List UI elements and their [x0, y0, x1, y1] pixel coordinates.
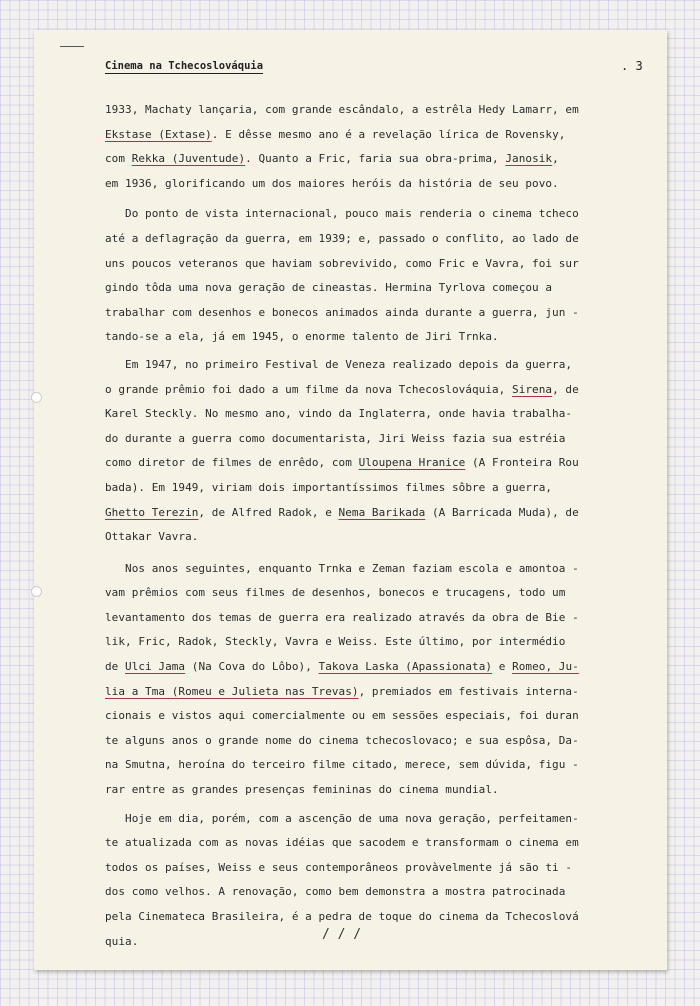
- underlined-title: Uloupena Hranice: [358, 456, 466, 470]
- text-line: [105, 353, 645, 378]
- paragraph: [105, 353, 645, 550]
- underlined-title: Nema Barikada: [338, 505, 426, 519]
- text-line: [105, 680, 645, 705]
- text-line: [105, 606, 645, 631]
- underlined-title: Rekka (Juventude): [131, 152, 246, 166]
- paragraph: [105, 807, 645, 955]
- body-text: [105, 98, 645, 954]
- text-segment: até a deflagração da guerra, em 1939; e, passado o conflito, ao lado de: [105, 231, 579, 245]
- text-segment: te atualizada com as novas idéias que sacodem e transformam o cinema em: [105, 836, 579, 850]
- text-line: [105, 655, 645, 680]
- end-mark: / / /: [322, 927, 362, 942]
- text-segment: Do ponto de vista internacional, pouco mais renderia o cinema tcheco: [105, 207, 579, 221]
- text-segment: Nos anos seguintes, enquanto Trnka e Zeman faziam escola e amontoa -: [105, 561, 579, 575]
- page-header-title: Cinema na Tchecoslováquia: [105, 60, 264, 72]
- text-line: [105, 476, 645, 501]
- text-segment: . Quanto a Fric, faria sua obra-prima,: [245, 152, 506, 166]
- paragraph: [105, 557, 645, 803]
- text-segment: (A Fronteira Rou: [465, 456, 579, 470]
- text-segment: uns poucos veteranos que haviam sobrevivido, como Fric e Vavra, foi sur: [105, 256, 579, 270]
- text-line: [105, 630, 645, 655]
- text-line: [105, 557, 645, 582]
- text-line: [105, 252, 645, 277]
- text-line: [105, 172, 645, 197]
- text-line: [105, 227, 645, 252]
- text-segment: Hoje em dia, porém, com a ascenção de uma nova geração, perfeitamen-: [105, 811, 579, 825]
- text-segment: como diretor de filmes de enrêdo, com: [105, 456, 359, 470]
- text-segment: trabalhar com desenhos e bonecos animados ainda durante a guerra, jun -: [105, 305, 579, 319]
- text-segment: do durante a guerra como documentarista, Jiri Weiss fazia sua estréia: [105, 431, 566, 445]
- text-segment: e: [492, 660, 513, 674]
- text-segment: Em 1947, no primeiro Festival de Veneza realizado depois da guerra,: [105, 357, 573, 371]
- text-line: [105, 880, 645, 905]
- text-line: [105, 276, 645, 301]
- text-line: [105, 525, 645, 550]
- text-segment: . E dêsse mesmo ano é a revelação lírica de Rovensky,: [211, 127, 566, 141]
- text-segment: dos como velhos. A renovação, como bem demonstra a mostra patrocinada: [105, 885, 566, 899]
- text-segment: levantamento dos temas de guerra era realizado através da obra de Bie -: [105, 610, 579, 624]
- text-line: [105, 325, 645, 350]
- underlined-title: Ghetto Terezin: [105, 505, 199, 519]
- text-line: [105, 451, 645, 476]
- text-segment: tando-se a ela, já em 1945, o enorme talento de Jiri Trnka.: [105, 330, 499, 344]
- text-line: [105, 98, 645, 123]
- text-segment: , premiados em festivais interna-: [358, 684, 579, 698]
- text-segment: lik, Fric, Radok, Steckly, Vavra e Weiss. Este último, por intermédio: [105, 635, 566, 649]
- text-line: [105, 301, 645, 326]
- underlined-title: Ekstase (Extase): [105, 127, 212, 141]
- typewritten-page: [34, 30, 667, 970]
- text-segment: te alguns anos o grande nome do cinema tchecoslovaco; e sua espôsa, Da-: [105, 733, 579, 747]
- corner-dash-mark: [60, 46, 84, 47]
- text-segment: em 1936, glorificando um dos maiores heróis da história de seu povo.: [105, 176, 559, 190]
- text-line: [105, 501, 645, 526]
- text-segment: o grande prêmio foi dado a um filme da nova Tchecoslováquia,: [105, 382, 513, 396]
- text-segment: vam prêmios com seus filmes de desenhos, bonecos e trucagens, todo um: [105, 586, 566, 600]
- text-segment: quia.: [105, 934, 139, 948]
- paragraph: [105, 202, 645, 350]
- underlined-title: Romeo, Ju-: [512, 660, 579, 674]
- text-line: [105, 704, 645, 729]
- text-line: [105, 427, 645, 452]
- text-line: [105, 753, 645, 778]
- text-segment: ,: [552, 152, 559, 166]
- text-line: [105, 202, 645, 227]
- text-segment: (A Barricada Muda), de: [425, 505, 579, 519]
- text-line: [105, 778, 645, 803]
- text-segment: gindo tôda uma nova geração de cineastas. Hermina Tyrlova começou a: [105, 281, 553, 295]
- text-segment: , de Alfred Radok, e: [198, 505, 339, 519]
- text-segment: , de: [552, 382, 579, 396]
- text-line: [105, 856, 645, 881]
- text-segment: com: [105, 152, 132, 166]
- underlined-title: Sirena: [512, 382, 553, 396]
- punch-hole: [31, 392, 42, 403]
- text-line: [105, 378, 645, 403]
- text-line: [105, 831, 645, 856]
- text-segment: 1933, Machaty lançaria, com grande escândalo, a estrêla Hedy Lamarr, em: [105, 103, 579, 116]
- underlined-title: Takova Laska (Apassionata): [318, 660, 493, 674]
- text-segment: todos os países, Weiss e seus contemporâneos provàvelmente já são ti -: [105, 860, 573, 874]
- underlined-title: Janosik: [505, 152, 553, 166]
- underlined-title: lia a Tma (Romeu e Julieta nas Trevas): [105, 684, 359, 698]
- text-segment: pela Cinemateca Brasileira, é a pedra de toque do cinema da Tchecoslová: [105, 910, 579, 923]
- text-line: [105, 729, 645, 754]
- text-segment: na Smutna, heroína do terceiro filme citado, merece, sem dúvida, figu -: [105, 758, 579, 772]
- text-segment: Karel Steckly. No mesmo ano, vindo da Inglaterra, onde havia trabalha-: [105, 407, 573, 421]
- text-line: [105, 123, 645, 148]
- text-line: [105, 905, 645, 930]
- text-segment: bada). Em 1949, viriam dois importantíssimos filmes sôbre a guerra,: [105, 480, 553, 494]
- punch-hole: [31, 586, 42, 597]
- text-line: [105, 581, 645, 606]
- paragraph: [105, 98, 645, 196]
- text-line: [105, 402, 645, 427]
- text-line: [105, 807, 645, 832]
- page-number: . 3: [621, 59, 643, 73]
- text-segment: (Na Cova do Lôbo),: [185, 660, 319, 674]
- text-line: [105, 930, 645, 955]
- text-segment: Ottakar Vavra.: [105, 530, 199, 544]
- text-segment: de: [105, 660, 126, 674]
- text-segment: rar entre as grandes presenças femininas do cinema mundial.: [105, 783, 499, 797]
- text-segment: cionais e vistos aqui comercialmente ou em sessões especiais, foi duran: [105, 709, 579, 723]
- underlined-title: Ulci Jama: [125, 660, 186, 674]
- text-line: [105, 147, 645, 172]
